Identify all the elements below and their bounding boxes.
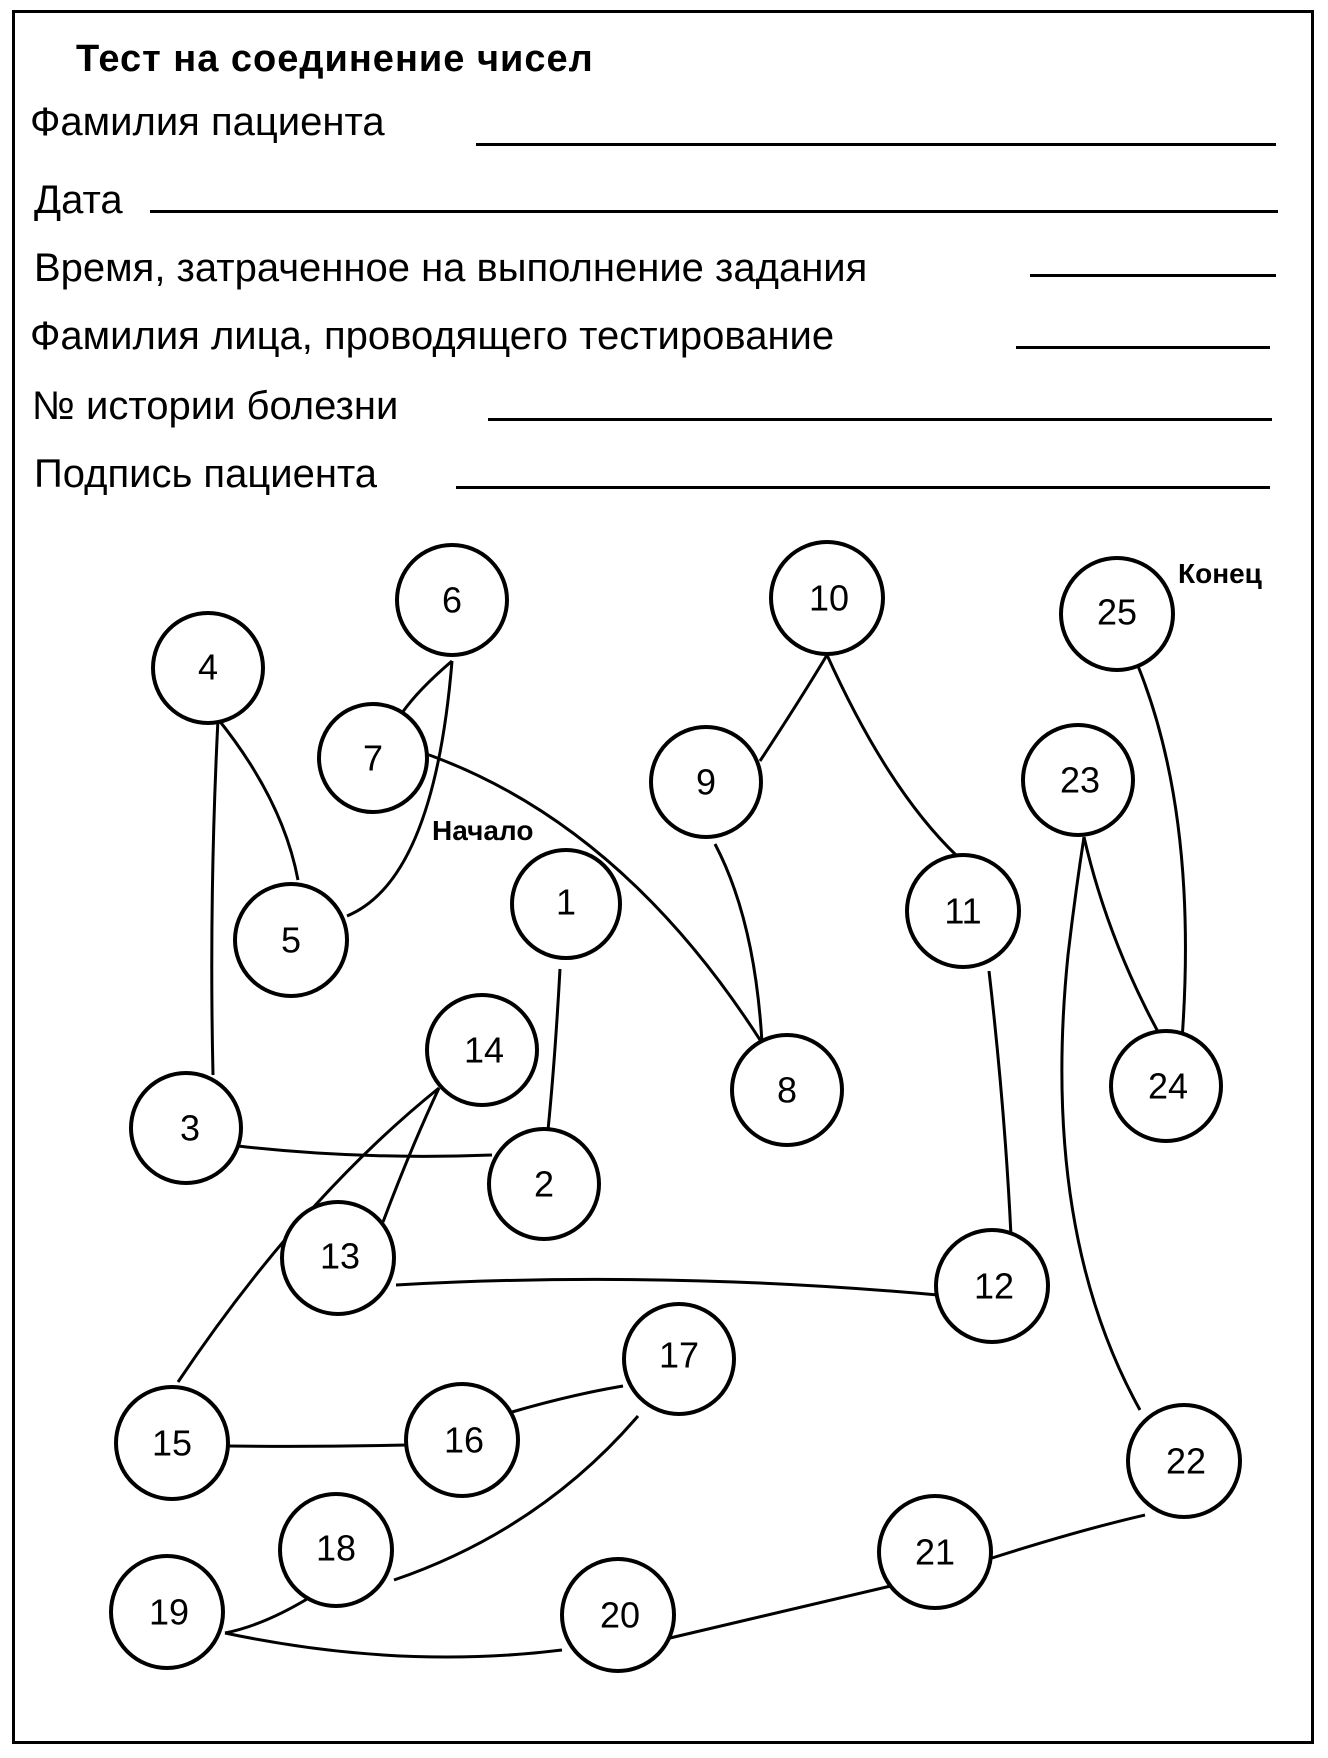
line-10-11 — [827, 655, 957, 856]
node-19-label: 19 — [148, 1591, 190, 1633]
node-15[interactable] — [116, 1387, 228, 1499]
node-1-label: 1 — [555, 881, 577, 923]
line-24-25 — [1138, 666, 1185, 1053]
line-8-9 — [715, 844, 762, 1043]
node-25[interactable] — [1061, 558, 1173, 670]
node-3[interactable] — [131, 1073, 241, 1183]
line-18-19 — [225, 1596, 312, 1633]
line-16-17 — [512, 1386, 623, 1412]
line-9-10 — [760, 655, 827, 761]
node-14-label: 14 — [463, 1029, 505, 1071]
node-25-label: 25 — [1096, 591, 1138, 633]
line-12-13 — [396, 1279, 938, 1295]
node-13-label: 13 — [319, 1235, 361, 1277]
node-8-label: 8 — [776, 1069, 798, 1111]
node-2-label: 2 — [533, 1163, 555, 1205]
line-21-22 — [992, 1515, 1145, 1558]
node-12-label: 12 — [973, 1265, 1015, 1307]
node-18-label: 18 — [315, 1527, 357, 1569]
node-11-label: 11 — [944, 890, 982, 932]
node-20-label: 20 — [599, 1594, 641, 1636]
node-15-label: 15 — [151, 1422, 193, 1464]
node-14[interactable] — [427, 995, 537, 1105]
patient-signature-label: Подпись пациента — [34, 452, 378, 496]
node-22-label: 22 — [1165, 1440, 1207, 1482]
node-21-label: 21 — [914, 1531, 956, 1573]
node-19[interactable] — [111, 1556, 223, 1668]
node-23-label: 23 — [1059, 759, 1101, 801]
line-3-4 — [212, 719, 218, 1075]
node-17[interactable] — [624, 1304, 734, 1414]
line-23-24 — [1084, 837, 1172, 1057]
node-17-label: 17 — [658, 1334, 700, 1376]
node-20[interactable] — [562, 1559, 674, 1671]
node-1[interactable] — [512, 850, 620, 958]
node-22[interactable] — [1128, 1405, 1240, 1517]
line-19-20 — [225, 1633, 562, 1657]
tester-name-label: Фамилия лица, проводящего тестирование — [30, 314, 835, 358]
case-history-label: № истории болезни — [32, 384, 399, 428]
start-marker: Начало — [432, 815, 534, 846]
line-11-12 — [989, 971, 1011, 1236]
node-3-label: 3 — [179, 1107, 201, 1149]
node-18[interactable] — [280, 1494, 392, 1606]
node-16-label: 16 — [443, 1419, 485, 1461]
node-4-label: 4 — [197, 646, 219, 688]
date-label: Дата — [34, 178, 123, 222]
end-marker: Конец — [1178, 558, 1262, 589]
line-4-5 — [218, 719, 298, 880]
line-15-16 — [228, 1445, 407, 1446]
patient-name-label: Фамилия пациента — [30, 100, 385, 144]
node-12[interactable] — [936, 1230, 1048, 1342]
node-6[interactable] — [397, 545, 507, 655]
node-2[interactable] — [489, 1129, 599, 1239]
node-16[interactable] — [406, 1384, 518, 1496]
node-10[interactable] — [771, 542, 883, 654]
node-24-label: 24 — [1147, 1065, 1189, 1107]
node-24[interactable] — [1111, 1031, 1221, 1141]
node-9-label: 9 — [695, 761, 717, 803]
node-10-label: 10 — [808, 577, 850, 619]
line-6-7 — [402, 661, 452, 713]
node-11[interactable] — [907, 855, 1019, 967]
time-spent-label: Время, затраченное на выполнение задания — [34, 246, 868, 290]
node-9[interactable] — [651, 727, 761, 837]
node-5-label: 5 — [280, 919, 302, 961]
node-13[interactable] — [282, 1202, 394, 1314]
node-5[interactable] — [235, 884, 347, 996]
node-21[interactable] — [879, 1496, 991, 1608]
node-23[interactable] — [1023, 725, 1133, 835]
node-4[interactable] — [153, 613, 263, 723]
node-7[interactable] — [319, 704, 427, 812]
node-8[interactable] — [732, 1035, 842, 1145]
line-1-2 — [548, 969, 560, 1130]
line-20-21 — [670, 1585, 895, 1638]
page-title: Тест на соединение чисел — [76, 38, 594, 80]
node-7-label: 7 — [362, 737, 384, 779]
node-6-label: 6 — [441, 579, 463, 621]
